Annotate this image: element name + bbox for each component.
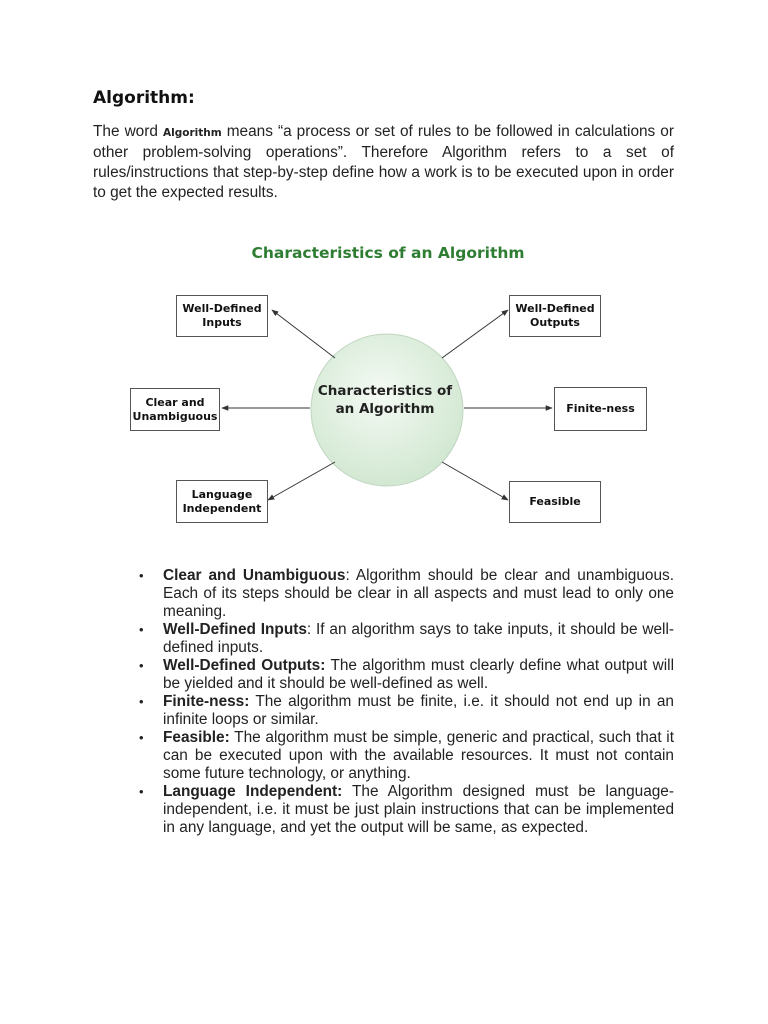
list-item-text: The Algorithm designed must be language-independent, i.e. it must be just plain instructions that can be implemented in any language, and yet the output will be same, as expected. [163,783,674,836]
characteristics-list [163,567,674,837]
list-item-text: The algorithm must clearly define what output will be yielded and it should be well-defined as well. [163,657,675,692]
list-item-text: The algorithm must be finite, i.e. it should not end up in an infinite loops or similar. [163,693,674,728]
box-feasible: Feasible [509,481,601,523]
arrow-language [268,462,335,500]
arrow-outputs [442,310,508,358]
list-item-text: If an algorithm says to take inputs, it should be well-defined inputs. [163,621,674,656]
box-clear-unambiguous: Clear and Unambiguous [130,388,220,431]
arrow-feasible [442,462,508,500]
list-item-term: Well-Defined Inputs [163,621,307,638]
box-language-independent: Language Independent [176,480,268,523]
intro-prefix: The word [93,123,163,140]
box-well-defined-inputs: Well-Defined Inputs [176,295,268,337]
list-item-term: Well-Defined Outputs: [163,657,326,674]
intro-suffix: means “a process or set of rules to be followed in calculations or other problem-solving operations”. Therefore Algorithm refers to a set of rules/instructions that step-by-step define how a work is to be executed upon in order to get the expected results. [93,123,674,201]
list-item-term: Feasible: [163,729,230,746]
list-item-text: The algorithm must be simple, generic and practical, such that it can be executed upon with the available resources. It must not contain some future technology, or anything. [163,729,675,782]
center-circle-label: Characteristics of an Algorithm [317,383,453,417]
list-item: • Clear and Unambiguous: Algorithm should be clear and unambiguous. Each of its steps should be clear in all aspects and must lead to only one meaning. [163,567,674,621]
list-item: • Well-Defined Inputs: If an algorithm says to take inputs, it should be well-defined inputs. [163,621,674,657]
list-item-term: Clear and Unambiguous [163,567,346,584]
list-item [163,657,674,693]
list-item-text: Algorithm should be clear and unambiguous. Each of its steps should be clear in all aspects and must lead to only one meaning. [163,567,674,620]
section-heading: Algorithm: [93,88,195,108]
list-item [163,693,674,729]
list-item [163,783,674,837]
arrow-inputs [272,310,335,358]
box-well-defined-outputs: Well-Defined Outputs [509,295,601,337]
diagram-title: Characteristics of an Algorithm [251,244,525,262]
characteristics-diagram [120,232,660,532]
box-finiteness: Finite-ness [554,387,647,431]
intro-keyword: Algorithm [162,127,222,139]
intro-paragraph [93,122,674,203]
list-item-term: Language Independent: [163,783,343,800]
list-item-term: Finite-ness: [163,693,250,710]
list-item [163,729,674,783]
